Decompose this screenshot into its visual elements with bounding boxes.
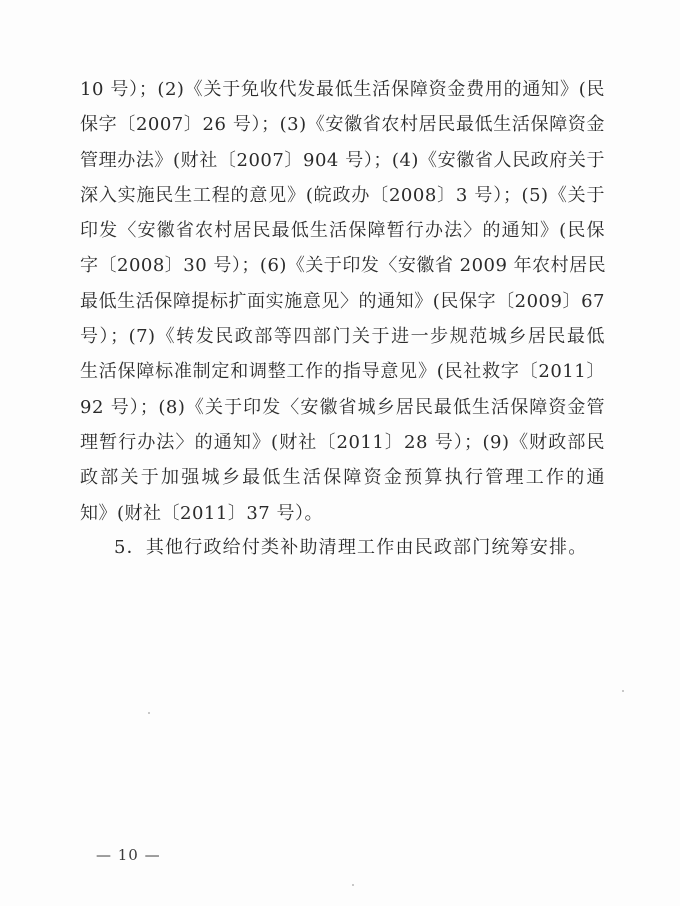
text-line: 理暂行办法〉的通知》(财社〔2011〕28 号）；(9)《财政部民: [80, 431, 605, 453]
text-line: 印发〈安徽省农村居民最低生活保障暂行办法〉的通知》(民保: [80, 220, 605, 242]
text-line: 管理办法》(财社〔2007〕904 号）；(4)《安徽省人民政府关于: [80, 149, 605, 171]
text-line: 深入实施民生工程的意见》(皖政办〔2008〕3 号）；(5)《关于: [80, 184, 605, 206]
text-line: 最低生活保障提标扩面实施意见〉的通知》(民保字〔2009〕67: [80, 290, 605, 312]
page-number: — 10 —: [96, 846, 161, 864]
text-line: 政部关于加强城乡最低生活保障资金预算执行管理工作的通: [80, 467, 605, 489]
text-line: 92 号）；(8)《关于印发〈安徽省城乡居民最低生活保障资金管: [80, 396, 605, 418]
text-line: 保字〔2007〕26 号）；(3)《安徽省农村居民最低生活保障资金: [80, 114, 605, 136]
text-line: 号）；(7)《转发民政部等四部门关于进一步规范城乡居民最低: [80, 326, 605, 348]
scan-speck: [148, 712, 150, 714]
scan-speck: [622, 690, 624, 692]
text-line: 知》(财社〔2011〕37 号）。: [80, 502, 323, 524]
document-paragraph: [80, 72, 605, 531]
text-line: 生活保障标准制定和调整工作的指导意见》(民社救字〔2011〕: [80, 361, 605, 383]
text-line: 字〔2008〕30 号）；(6)《关于印发〈安徽省 2009 年农村居民: [80, 255, 607, 277]
item-5-paragraph: 5．其他行政给付类补助清理工作由民政部门统筹安排。: [114, 537, 588, 558]
text-line: 10 号）；(2)《关于免收代发最低生活保障资金费用的通知》(民: [80, 79, 605, 100]
scan-speck: [352, 884, 354, 886]
